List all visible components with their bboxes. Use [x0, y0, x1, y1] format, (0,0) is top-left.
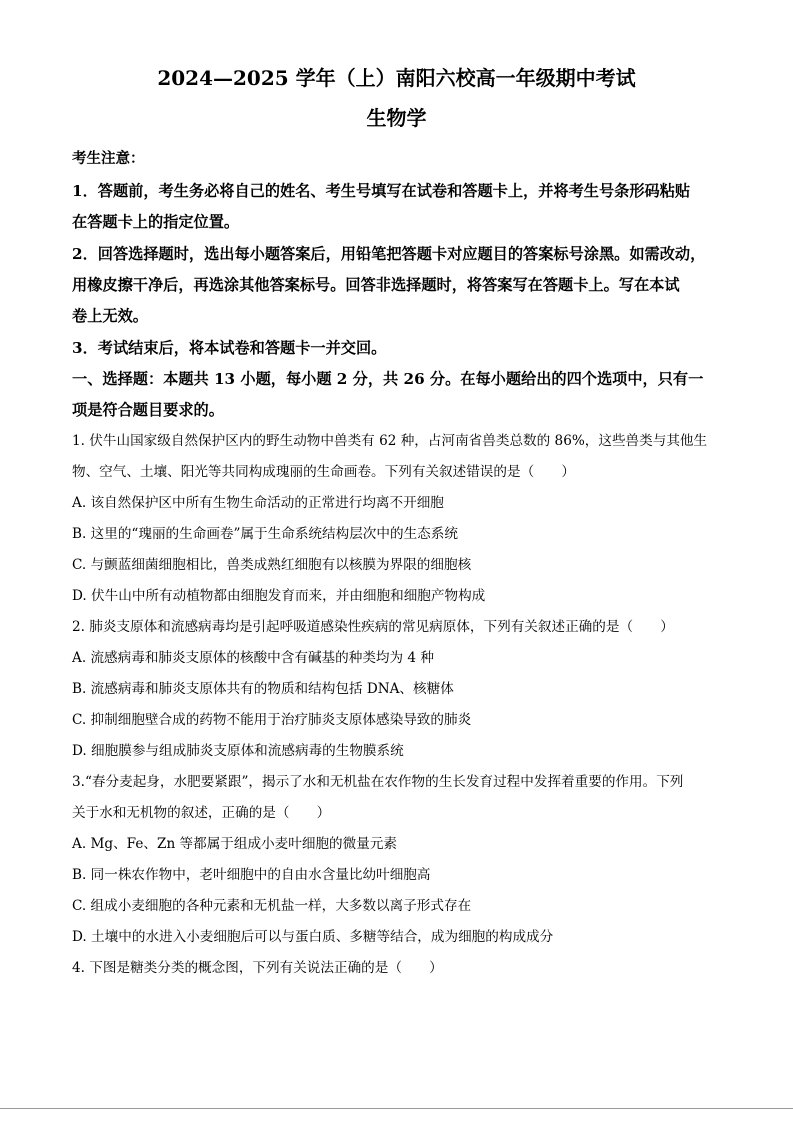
page-bottom-divider	[0, 1108, 793, 1109]
question-4-stem: 4. 下图是糖类分类的概念图，下列有关说法正确的是（ ）	[72, 960, 443, 976]
notice-line: 1．答题前，考生务必将自己的姓名、考生号填写在试卷和答题卡上，并将考生号条形码粘贴	[72, 182, 691, 200]
subject-title: 生物学	[366, 106, 427, 130]
question-3-option-a: A. Mg、Fe、Zn 等都属于组成小麦叶细胞的微量元素	[72, 836, 398, 852]
section-heading: 一、选择题：本题共 13 小题，每小题 2 分，共 26 分。在每小题给出的四个选项中，只有一	[72, 370, 704, 388]
question-3-option-c: C. 组成小麦细胞的各种元素和无机盐一样，大多数以离子形式存在	[72, 898, 472, 914]
question-2-option-d: D. 细胞膜参与组成肺炎支原体和流感病毒的生物膜系统	[72, 743, 404, 759]
question-3-option-b: B. 同一株农作物中，老叶细胞中的自由水含量比幼叶细胞高	[72, 867, 431, 883]
question-3-stem: 3.“春分麦起身，水肥要紧跟”，揭示了水和无机盐在农作物的生长发育过程中发挥着重要的作用。下列	[72, 774, 684, 790]
question-1-stem: 1. 伏牛山国家级自然保护区内的野生动物中兽类有 62 种，占河南省兽类总数的 86%，这些兽类与其他生	[72, 433, 708, 449]
question-1-option-c: C. 与颤蓝细菌细胞相比，兽类成熟红细胞有以核膜为界限的细胞核	[72, 557, 472, 573]
notice-line: 在答题卡上的指定位置。	[72, 213, 240, 231]
question-1-option-b: B. 这里的“瑰丽的生命画卷”属于生命系统结构层次中的生态系统	[72, 526, 458, 542]
question-3-stem: 关于水和无机物的叙述，正确的是（ ）	[72, 805, 331, 821]
notice-line: 卷上无效。	[72, 307, 148, 325]
question-1-option-d: D. 伏牛山中所有动植物都由细胞发育而来，并由细胞和细胞产物构成	[72, 588, 486, 604]
notice-heading: 考生注意：	[72, 150, 145, 167]
notice-line: 3．考试结束后，将本试卷和答题卡一并交回。	[72, 339, 387, 357]
question-2-stem: 2. 肺炎支原体和流感病毒均是引起呼吸道感染性疾病的常见病原体，下列有关叙述正确的是（ ）	[72, 619, 674, 635]
exam-title: 2024—2025 学年（上）南阳六校高一年级期中考试	[157, 66, 636, 90]
question-2-option-a: A. 流感病毒和肺炎支原体的核酸中含有碱基的种类均为 4 种	[72, 650, 434, 666]
question-1-option-a: A. 该自然保护区中所有生物生命活动的正常进行均离不开细胞	[72, 495, 444, 511]
question-3-option-d: D. 土壤中的水进入小麦细胞后可以与蛋白质、多糖等结合，成为细胞的构成成分	[72, 929, 554, 945]
section-heading-cont: 项是符合题目要求的。	[72, 401, 224, 419]
notice-line: 2．回答选择题时，选出每小题答案后，用铅笔把答题卡对应题目的答案标号涂黑。如需改动，	[72, 245, 706, 263]
question-2-option-b: B. 流感病毒和肺炎支原体共有的物质和结构包括 DNA、核糖体	[72, 681, 454, 697]
question-1-stem: 物、空气、土壤、阳光等共同构成瑰丽的生命画卷。下列有关叙述错误的是（ ）	[72, 464, 575, 480]
question-2-option-c: C. 抑制细胞壁合成的药物不能用于治疗肺炎支原体感染导致的肺炎	[72, 712, 472, 728]
notice-line: 用橡皮擦干净后，再选涂其他答案标号。回答非选择题时，将答案写在答题卡上。写在本试	[72, 276, 680, 294]
